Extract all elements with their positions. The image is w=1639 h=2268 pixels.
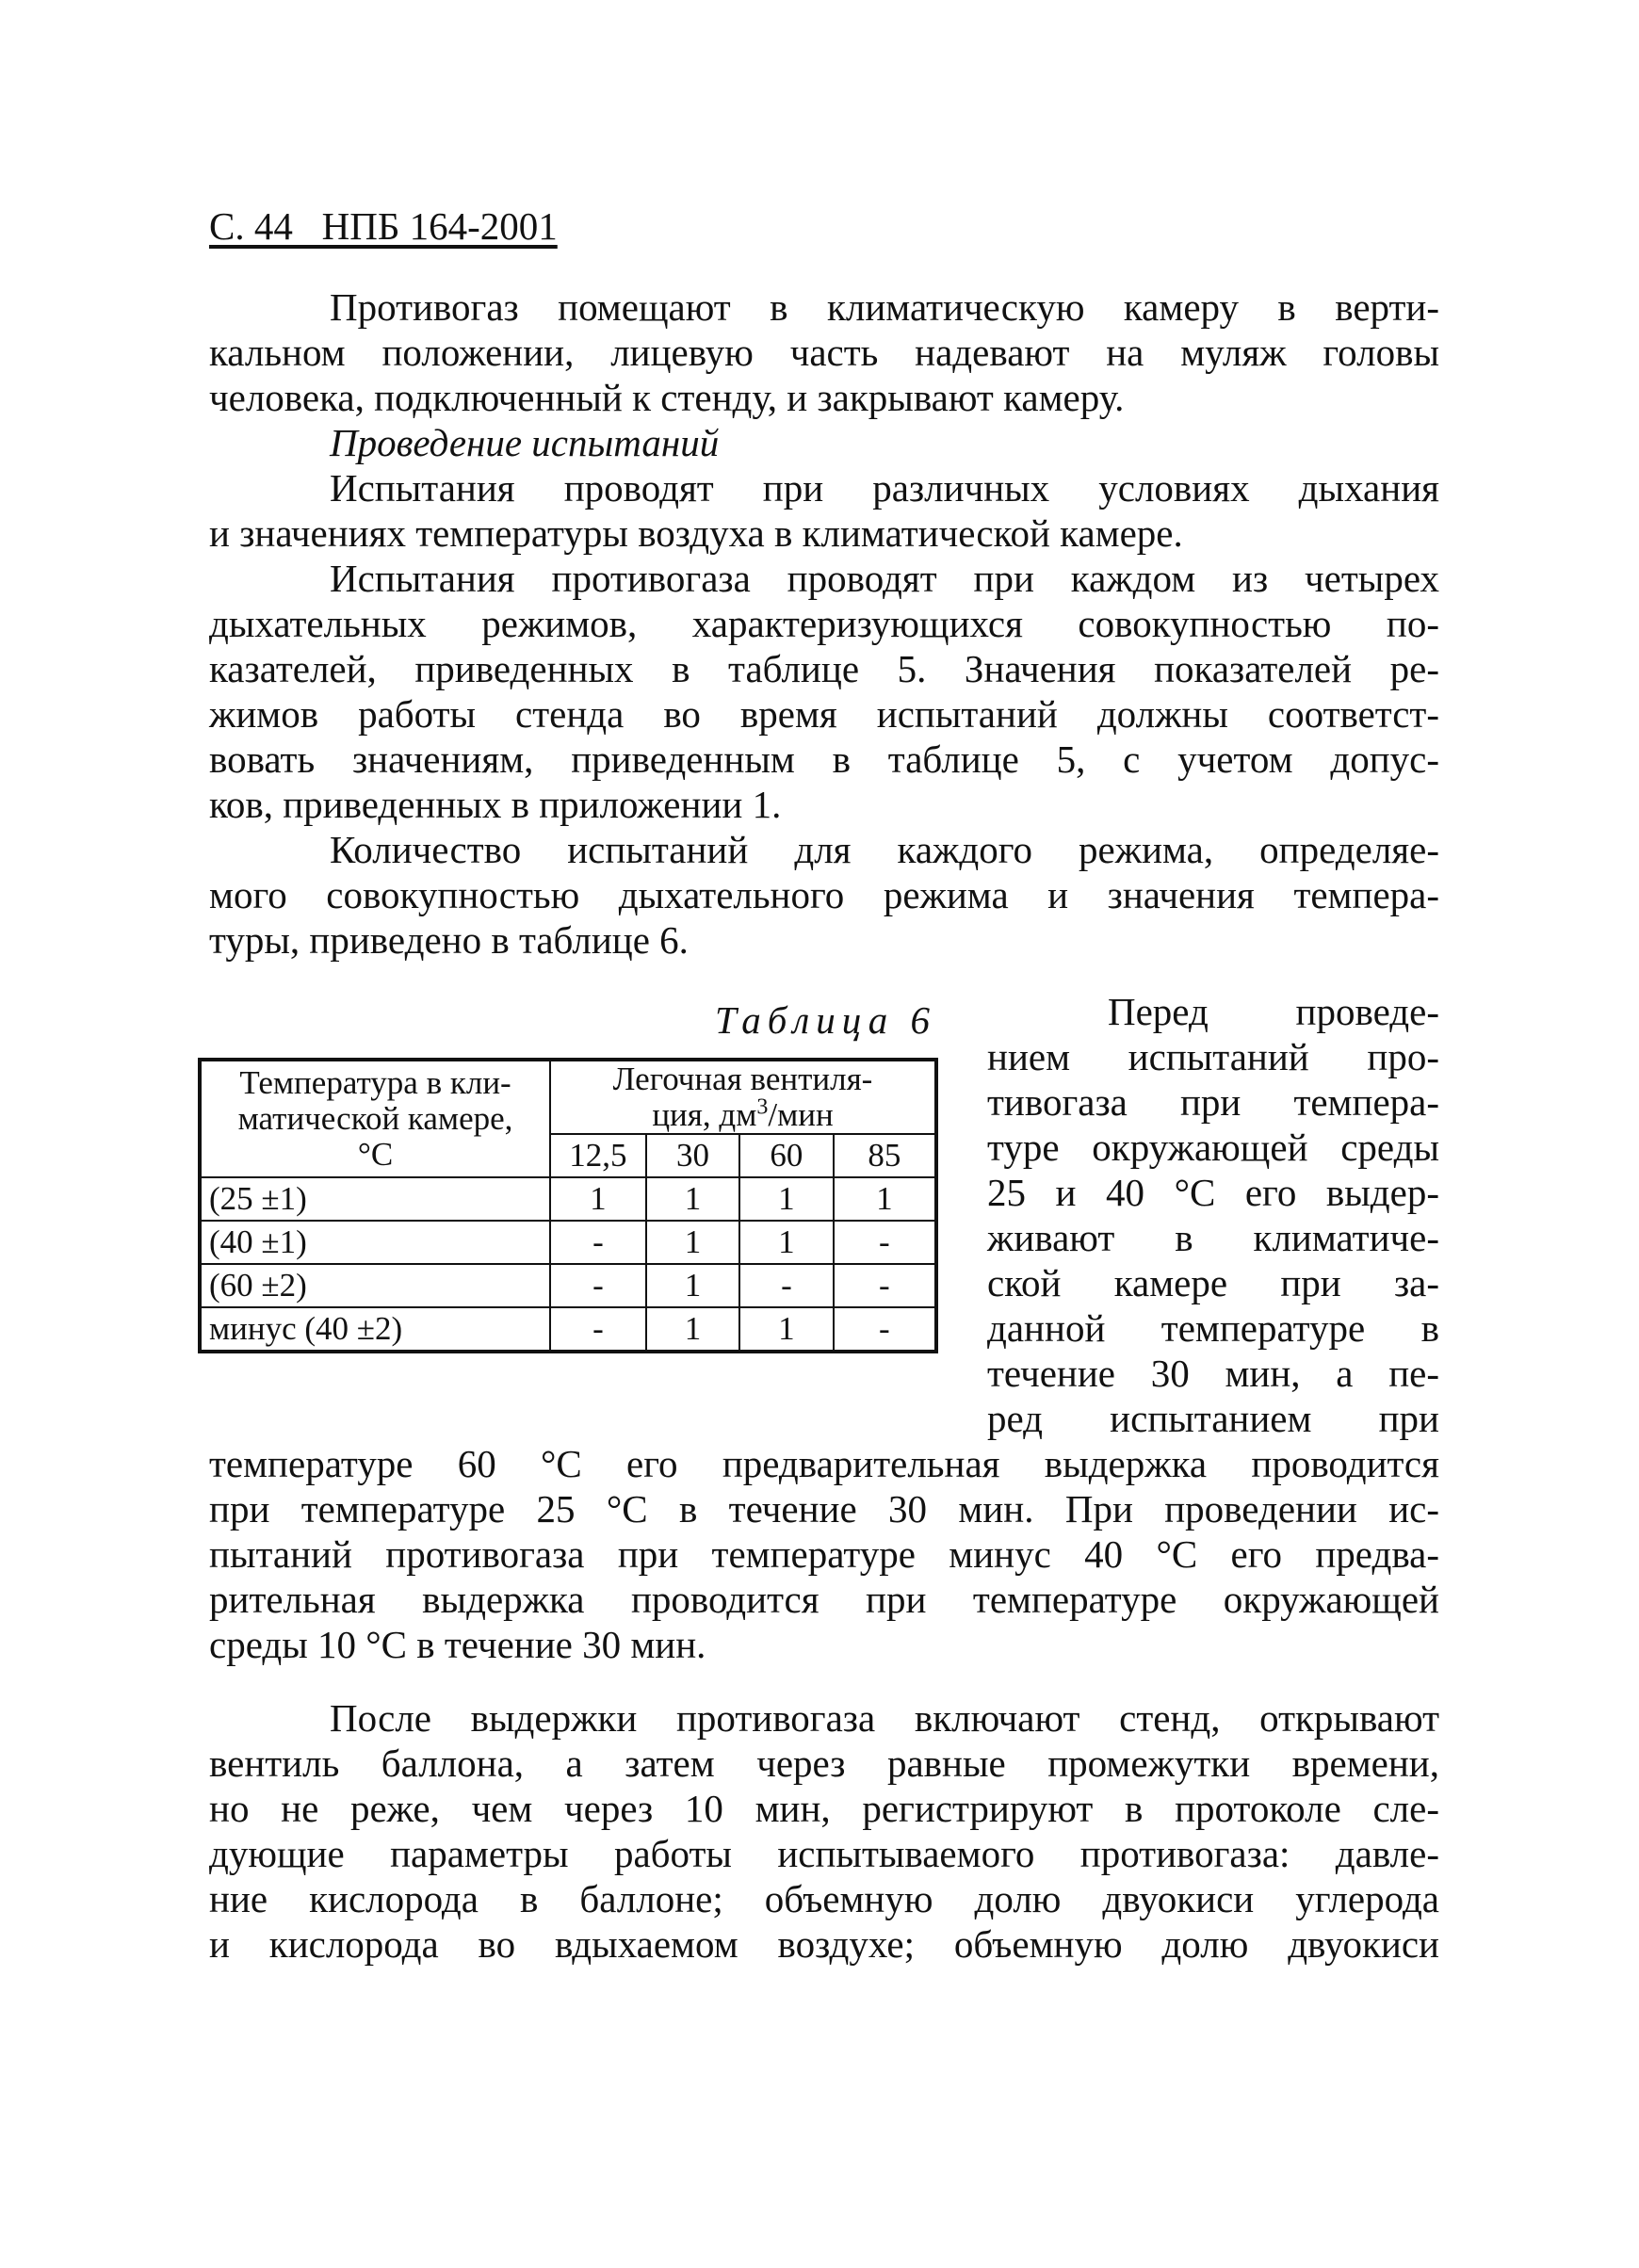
text-line: среды 10 °С в течение 30 мин. (209, 1623, 706, 1666)
count-cell: 1 (646, 1307, 739, 1352)
text-line: пытаний противогаза при температуре минус 40 °С его предва- (209, 1532, 1439, 1576)
text-line: дыхательных режимов, характеризующихся совокупностью по- (209, 602, 1439, 645)
text-line: туры, приведено в таблице 6. (209, 918, 689, 962)
text-line: живают в климатиче- (987, 1216, 1439, 1259)
side-paragraph (987, 989, 1439, 1441)
table-subheader-cell: 85 (834, 1134, 936, 1177)
header-line: °С (357, 1136, 394, 1173)
count-cell: 1 (739, 1307, 833, 1352)
text-line: при температуре 25 °С в течение 30 мин. При проведении ис- (209, 1487, 1439, 1531)
count-cell: - (834, 1307, 936, 1352)
text-line: Проведение испытаний (330, 421, 720, 464)
table-header-temperature (200, 1060, 550, 1177)
table-row (200, 1264, 936, 1307)
text-line: человека, подключенный к стенду, и закрывают камеру. (209, 376, 1125, 419)
text-line: ние кислорода в баллоне; объемную долю двуокиси углерода (209, 1877, 1439, 1920)
text-line: казателей, приведенных в таблице 5. Значения показателей ре- (209, 647, 1439, 690)
page-header: С. 44 НПБ 164-2001 (209, 204, 558, 248)
text-line: рительная выдержка проводится при температуре окружающей (209, 1578, 1439, 1621)
count-cell: - (834, 1221, 936, 1264)
temperature-cell: (25 ±1) (200, 1177, 550, 1221)
count-cell: 1 (646, 1177, 739, 1221)
text-line: жимов работы стенда во время испытаний должны соответст- (209, 692, 1439, 736)
table-header-ventilation (550, 1060, 936, 1134)
count-cell: 1 (834, 1177, 936, 1221)
count-cell: 1 (646, 1264, 739, 1307)
count-cell: - (550, 1264, 646, 1307)
text-line: температуре 60 °С его предварительная выдержка проводится (209, 1442, 1439, 1485)
text-line: нием испытаний про- (987, 1035, 1439, 1078)
count-cell: 1 (739, 1177, 833, 1221)
count-cell: - (550, 1307, 646, 1352)
header-line: Легочная вентиля- (612, 1061, 873, 1097)
paragraph-continued (209, 1441, 1439, 1667)
text-line: вовать значениям, приведенным в таблице 5, с учетом допус- (209, 737, 1439, 781)
paragraphs-top (209, 284, 1439, 963)
count-cell: 1 (550, 1177, 646, 1221)
temperature-cell: минус (40 ±2) (200, 1307, 550, 1352)
header-text: ция, дм (652, 1096, 757, 1133)
text-line: Перед проведе- (1108, 990, 1439, 1033)
table-row (200, 1307, 936, 1352)
text-line: Противогаз помещают в климатическую камеру в верти- (330, 285, 1439, 329)
table-subheader-cell: 30 (646, 1134, 739, 1177)
text-line: Испытания проводят при различных условиях дыхания (330, 466, 1439, 510)
text-line: Испытания противогаза проводят при каждом из четырех (330, 557, 1439, 600)
table-row (200, 1177, 936, 1221)
count-cell: - (739, 1264, 833, 1307)
count-cell: 1 (739, 1221, 833, 1264)
header-line: матической камере, (237, 1100, 513, 1137)
temperature-cell: (60 ±2) (200, 1264, 550, 1307)
text-line: кальном положении, лицевую часть надевают на муляж головы (209, 331, 1439, 374)
text-line: После выдержки противогаза включают стенд, открывают (330, 1696, 1439, 1740)
text-line: но не реже, чем через 10 мин, регистрируют в протоколе сле- (209, 1787, 1439, 1830)
text-line: 25 и 40 °С его выдер- (987, 1171, 1439, 1214)
count-cell: 1 (646, 1221, 739, 1264)
table-subheader-cell: 60 (739, 1134, 833, 1177)
paragraph-bottom (209, 1695, 1439, 1967)
superscript: 3 (756, 1094, 769, 1120)
table-caption: Таблица 6 (714, 998, 936, 1042)
text-line: ред испытанием при (987, 1397, 1439, 1440)
text-line: и значениях температуры воздуха в климатической камере. (209, 511, 1183, 555)
table-subheader-cell: 12,5 (550, 1134, 646, 1177)
text-line: течение 30 мин, а пе- (987, 1352, 1439, 1395)
header-line: Температура в кли- (239, 1064, 511, 1101)
text-line: данной температуре в (987, 1306, 1439, 1350)
text-line: Количество испытаний для каждого режима, определяе- (330, 828, 1439, 871)
header-text: /мин (768, 1096, 834, 1133)
temperature-cell: (40 ±1) (200, 1221, 550, 1264)
text-line: и кислорода во вдыхаемом воздухе; объемную долю двуокиси (209, 1922, 1439, 1966)
count-cell: - (550, 1221, 646, 1264)
text-line: мого совокупностью дыхательного режима и значения темпера- (209, 873, 1439, 916)
text-line: ков, приведенных в приложении 1. (209, 783, 782, 826)
text-line: вентиль баллона, а затем через равные промежутки времени, (209, 1742, 1439, 1785)
text-line: ской камере при за- (987, 1261, 1439, 1304)
count-cell: - (834, 1264, 936, 1307)
table-row (200, 1221, 936, 1264)
text-line: дующие параметры работы испытываемого противогаза: давле- (209, 1832, 1439, 1875)
text-line: тивогаза при темпера- (987, 1080, 1439, 1124)
header-line (559, 1094, 927, 1133)
text-line: туре окружающей среды (987, 1126, 1439, 1169)
table-6 (198, 1058, 938, 1353)
